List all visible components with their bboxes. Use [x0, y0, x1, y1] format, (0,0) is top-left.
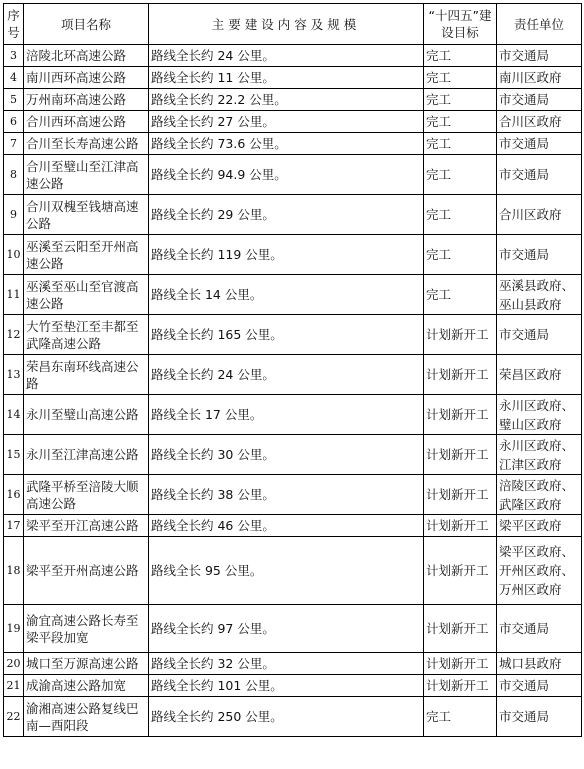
row-index: 6: [4, 111, 24, 133]
row-scope: 路线全长约 27 公里。: [149, 111, 424, 133]
row-scope: 路线全长约 24 公里。: [149, 45, 424, 67]
row-project-name: 渝宜高速公路长寿至梁平段加宽: [24, 605, 149, 653]
row-scope: 路线全长 14 公里。: [149, 275, 424, 315]
row-scope: 路线全长约 11 公里。: [149, 67, 424, 89]
row-scope: 路线全长约 73.6 公里。: [149, 133, 424, 155]
row-index: 19: [4, 605, 24, 653]
row-goal: 完工: [424, 133, 497, 155]
row-goal: 计划新开工: [424, 435, 497, 475]
row-goal: 计划新开工: [424, 475, 497, 515]
table-row: [4, 435, 582, 475]
row-project-name: 巫溪至巫山至官渡高速公路: [24, 275, 149, 315]
row-project-name: 大竹至垫江至丰都至武隆高速公路: [24, 315, 149, 355]
row-scope: 路线全长约 94.9 公里。: [149, 155, 424, 195]
table-row: [4, 133, 582, 155]
header-name: 项目名称: [24, 4, 149, 45]
row-scope: 路线全长约 24 公里。: [149, 355, 424, 395]
row-scope: 路线全长约 119 公里。: [149, 235, 424, 275]
row-responsible: 合川区政府: [497, 111, 582, 133]
row-project-name: 涪陵北环高速公路: [24, 45, 149, 67]
row-goal: 完工: [424, 111, 497, 133]
row-index: 9: [4, 195, 24, 235]
row-goal: 完工: [424, 155, 497, 195]
row-goal: 完工: [424, 235, 497, 275]
row-responsible: 市交通局: [497, 675, 582, 697]
table-row: [4, 275, 582, 315]
row-responsible: 城口县政府: [497, 653, 582, 675]
row-goal: 完工: [424, 67, 497, 89]
row-project-name: 合川双槐至钱塘高速公路: [24, 195, 149, 235]
row-index: 7: [4, 133, 24, 155]
table-row: [4, 315, 582, 355]
row-goal: 完工: [424, 45, 497, 67]
row-project-name: 南川西环高速公路: [24, 67, 149, 89]
row-index: 5: [4, 89, 24, 111]
row-responsible: 永川区政府、璧山区政府: [497, 395, 582, 435]
row-scope: 路线全长约 46 公里。: [149, 515, 424, 537]
row-project-name: 荣昌东南环线高速公路: [24, 355, 149, 395]
table-row: [4, 605, 582, 653]
row-project-name: 梁平至开州高速公路: [24, 537, 149, 605]
table-row: [4, 395, 582, 435]
row-scope: 路线全长 95 公里。: [149, 537, 424, 605]
row-goal: 计划新开工: [424, 537, 497, 605]
row-responsible: 市交通局: [497, 155, 582, 195]
row-scope: 路线全长约 165 公里。: [149, 315, 424, 355]
row-project-name: 城口至万源高速公路: [24, 653, 149, 675]
row-responsible: 市交通局: [497, 315, 582, 355]
row-project-name: 合川至璧山至江津高速公路: [24, 155, 149, 195]
row-scope: 路线全长约 22.2 公里。: [149, 89, 424, 111]
row-scope: 路线全长约 32 公里。: [149, 653, 424, 675]
row-index: 8: [4, 155, 24, 195]
row-project-name: 渝湘高速公路复线巴南—酉阳段: [24, 697, 149, 737]
row-index: 14: [4, 395, 24, 435]
row-responsible: 荣昌区政府: [497, 355, 582, 395]
row-project-name: 巫溪至云阳至开州高速公路: [24, 235, 149, 275]
table-header-row: [4, 4, 582, 45]
header-goal: “十四五”建设目标: [424, 4, 497, 45]
row-project-name: 万州南环高速公路: [24, 89, 149, 111]
row-goal: 计划新开工: [424, 395, 497, 435]
table-row: [4, 515, 582, 537]
row-responsible: 市交通局: [497, 89, 582, 111]
row-goal: 计划新开工: [424, 355, 497, 395]
row-goal: 计划新开工: [424, 605, 497, 653]
row-index: 22: [4, 697, 24, 737]
row-responsible: 巫溪县政府、巫山县政府: [497, 275, 582, 315]
row-scope: 路线全长约 29 公里。: [149, 195, 424, 235]
table-row: [4, 235, 582, 275]
row-index: 20: [4, 653, 24, 675]
table-row: [4, 89, 582, 111]
projects-table: [3, 3, 582, 737]
row-project-name: 成渝高速公路加宽: [24, 675, 149, 697]
row-project-name: 永川至江津高速公路: [24, 435, 149, 475]
table-row: [4, 537, 582, 605]
row-responsible: 梁平区政府: [497, 515, 582, 537]
row-index: 11: [4, 275, 24, 315]
row-index: 17: [4, 515, 24, 537]
row-responsible: 市交通局: [497, 133, 582, 155]
row-index: 10: [4, 235, 24, 275]
row-scope: 路线全长约 97 公里。: [149, 605, 424, 653]
row-responsible: 合川区政府: [497, 195, 582, 235]
row-scope: 路线全长约 101 公里。: [149, 675, 424, 697]
table-row: [4, 475, 582, 515]
row-index: 21: [4, 675, 24, 697]
row-project-name: 永川至璧山高速公路: [24, 395, 149, 435]
row-goal: 计划新开工: [424, 515, 497, 537]
row-goal: 完工: [424, 195, 497, 235]
row-responsible: 市交通局: [497, 605, 582, 653]
row-index: 4: [4, 67, 24, 89]
row-responsible: 永川区政府、江津区政府: [497, 435, 582, 475]
table-row: [4, 111, 582, 133]
row-responsible: 市交通局: [497, 697, 582, 737]
table-row: [4, 195, 582, 235]
table-row: [4, 155, 582, 195]
row-index: 3: [4, 45, 24, 67]
row-responsible: 市交通局: [497, 45, 582, 67]
row-goal: 完工: [424, 275, 497, 315]
header-index: 序号: [4, 4, 24, 45]
row-index: 12: [4, 315, 24, 355]
table-row: [4, 355, 582, 395]
table-row: [4, 653, 582, 675]
row-index: 16: [4, 475, 24, 515]
row-project-name: 合川西环高速公路: [24, 111, 149, 133]
row-project-name: 武隆平桥至涪陵大顺高速公路: [24, 475, 149, 515]
row-project-name: 梁平至开江高速公路: [24, 515, 149, 537]
row-index: 13: [4, 355, 24, 395]
row-project-name: 合川至长寿高速公路: [24, 133, 149, 155]
row-responsible: 涪陵区政府、武隆区政府: [497, 475, 582, 515]
row-goal: 完工: [424, 697, 497, 737]
row-scope: 路线全长 17 公里。: [149, 395, 424, 435]
header-resp: 责任单位: [497, 4, 582, 45]
row-responsible: 市交通局: [497, 235, 582, 275]
row-scope: 路线全长约 250 公里。: [149, 697, 424, 737]
row-goal: 完工: [424, 89, 497, 111]
row-goal: 计划新开工: [424, 315, 497, 355]
row-scope: 路线全长约 30 公里。: [149, 435, 424, 475]
row-responsible: 南川区政府: [497, 67, 582, 89]
row-index: 15: [4, 435, 24, 475]
table-row: [4, 675, 582, 697]
table-row: [4, 67, 582, 89]
table-row: [4, 45, 582, 67]
row-goal: 计划新开工: [424, 653, 497, 675]
row-goal: 计划新开工: [424, 675, 497, 697]
table-row: [4, 697, 582, 737]
row-scope: 路线全长约 38 公里。: [149, 475, 424, 515]
header-scope: 主要建设内容及规模: [149, 4, 424, 45]
row-index: 18: [4, 537, 24, 605]
row-responsible: 梁平区政府、开州区政府、万州区政府: [497, 537, 582, 605]
